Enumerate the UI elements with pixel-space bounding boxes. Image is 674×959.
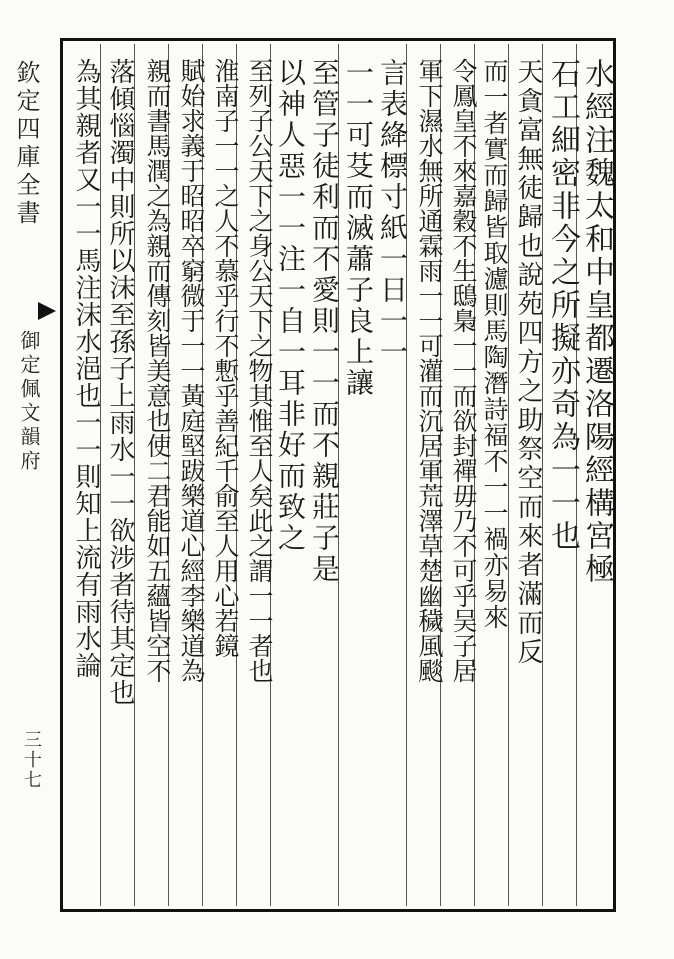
text-column-8: 一一可芟而滅蕭子良上讓 bbox=[342, 58, 375, 399]
text-column-3: 天貪富無徒歸也說苑四方之助祭空而來者滿而反 bbox=[513, 58, 543, 667]
text-column-6: 軍下濕水無所通霖雨一一可灌而沉居軍荒澤草楚幽穢風颷 bbox=[415, 58, 444, 683]
text-column-2: 石工細密非今之所擬亦奇為一一也 bbox=[545, 58, 580, 553]
text-column-14: 親而書馬潤之為親而傳刻皆美意也使二君能如五蘊皆空不 bbox=[143, 58, 172, 683]
text-column-5: 令鳳皇不來嘉穀不生鴟梟一一而欲封禪毋乃不可乎吴子居 bbox=[449, 58, 478, 683]
book-title: 欽定四庫全書 bbox=[12, 60, 40, 228]
text-column-11: 至列子公天下之身公天下之物其惟至人矣此之謂一一者也 bbox=[245, 58, 274, 683]
fishtail-mark-icon bbox=[36, 300, 58, 322]
text-column-7: 言表絳標寸紙一日一一 bbox=[376, 58, 409, 368]
text-column-12: 淮南子一一之人不慕乎行不慙乎善紀千俞至人用心若鏡 bbox=[211, 58, 240, 658]
text-column-16: 為其親者又一一馬注沫水浥也一一則知上流有雨水論 bbox=[71, 58, 101, 679]
text-column-9: 至管子徒利而不愛則一一而不親莊子是 bbox=[308, 58, 341, 585]
page-number: 三十七 bbox=[21, 730, 42, 790]
text-column-10: 以神人惡一一注一自一耳非好而致之 bbox=[274, 58, 307, 554]
text-column-4: 而一者實而歸皆取濾則馬陶潛詩福不一一禍亦易來 bbox=[480, 58, 509, 630]
text-column-15: 落傾惱濁中則所以沫至孫子上雨水一一欲涉者待其定也 bbox=[105, 58, 135, 706]
text-column-13: 賦始求義于昭昭卒窮微于一一黃庭堅跋樂道心經李樂道為 bbox=[177, 58, 206, 683]
text-column-1: 水經注魏太和中皇都遷洛陽經構宮極 bbox=[579, 58, 614, 586]
book-subtitle: 御定佩文韻府 bbox=[17, 330, 41, 474]
